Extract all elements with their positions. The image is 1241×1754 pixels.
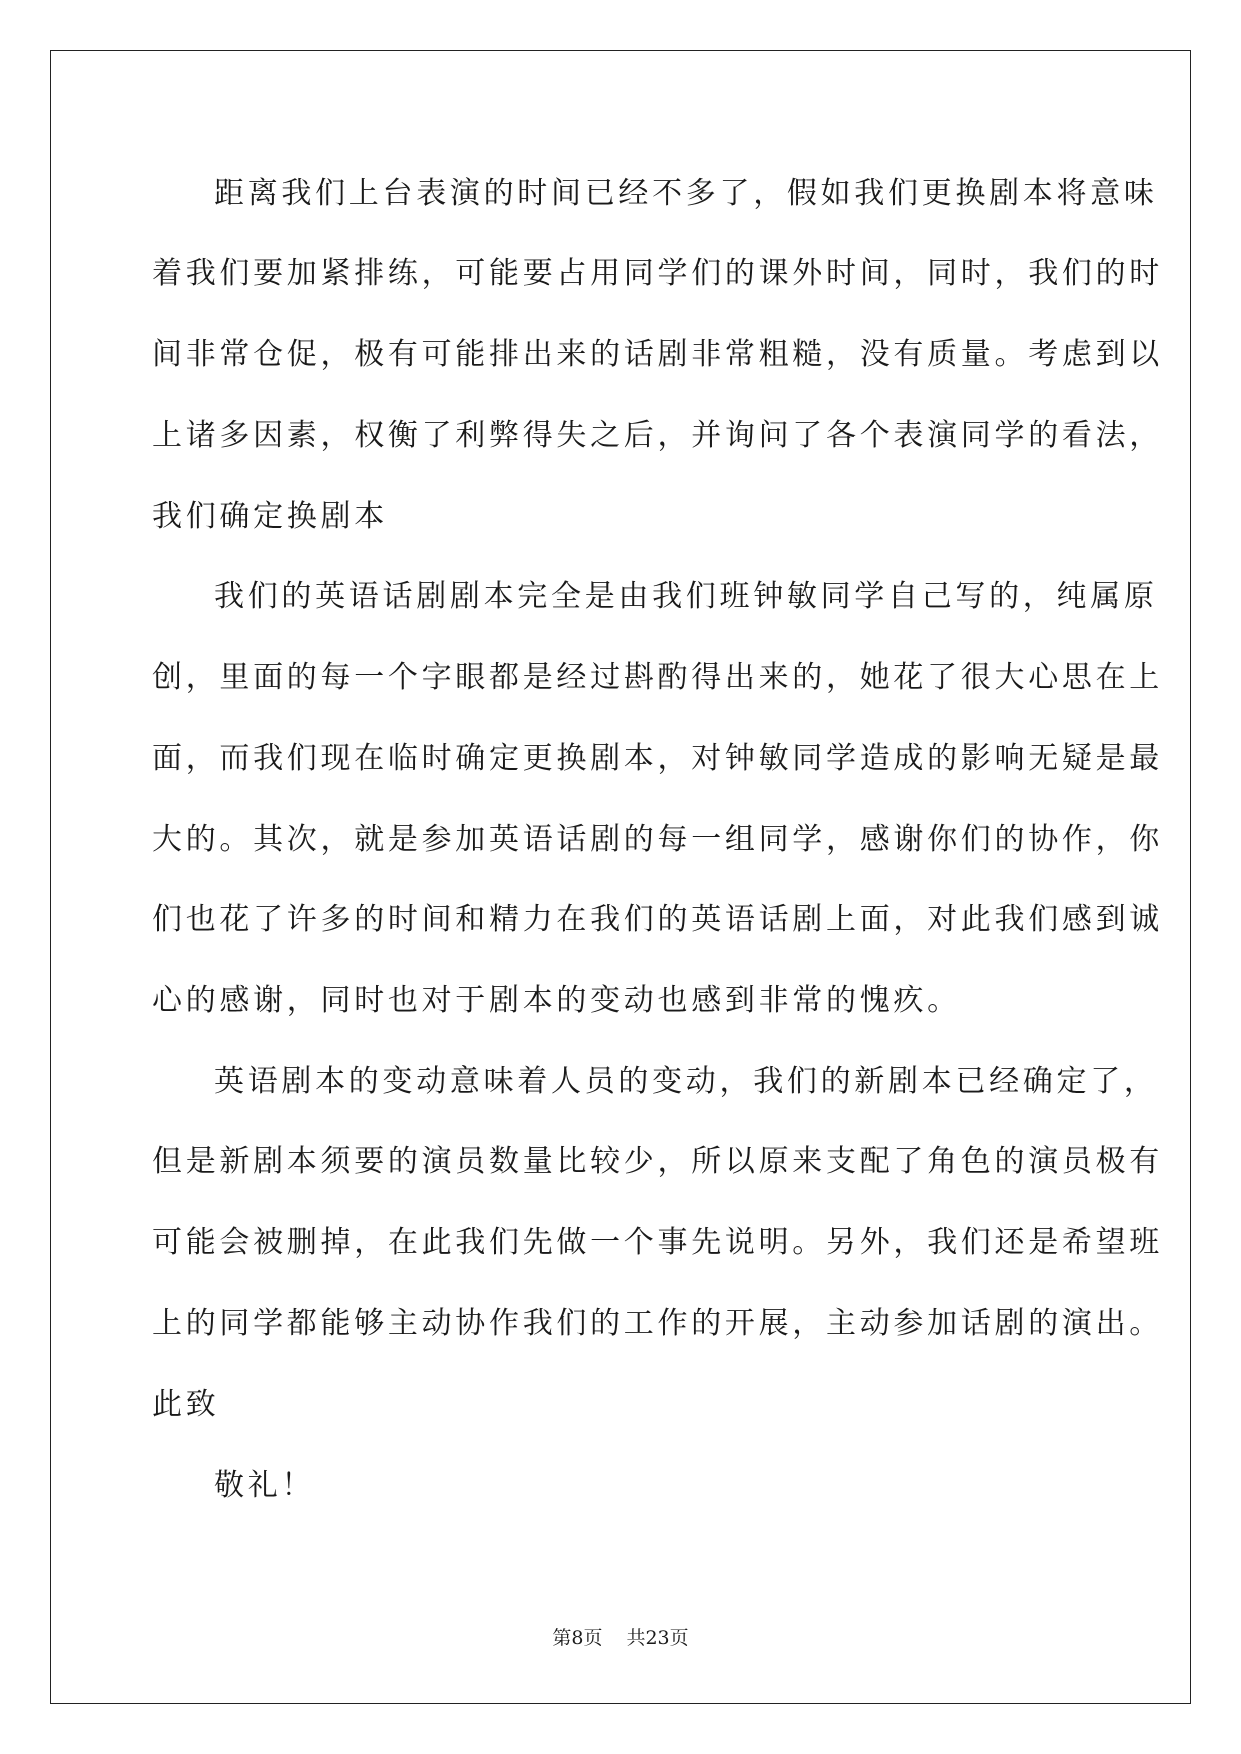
paragraph-2-line-5: 们也花了许多的时间和精力在我们的英语话剧上面，对此我们感到诚 [152,902,1163,937]
paragraph-1-line-2: 着我们要加紧排练，可能要占用同学们的课外时间，同时，我们的时 [152,256,1163,291]
paragraph-3-line-1: 英语剧本的变动意味着人员的变动，我们的新剧本已经确定了， [214,1064,1158,1099]
paragraph-3-line-4: 上的同学都能够主动协作我们的工作的开展，主动参加话剧的演出。 [152,1306,1163,1341]
page-border [50,50,1191,1704]
closing-regards: 敬礼！ [214,1468,316,1503]
current-page-number: 第8页 [552,1627,603,1649]
paragraph-2-line-1: 我们的英语话剧剧本完全是由我们班钟敏同学自己写的，纯属原 [214,579,1158,614]
paragraph-1-line-1: 距离我们上台表演的时间已经不多了，假如我们更换剧本将意味 [214,176,1158,211]
paragraph-2-line-4: 大的。其次，就是参加英语话剧的每一组同学，感谢你们的协作，你 [152,822,1163,857]
paragraph-2-line-3: 面，而我们现在临时确定更换剧本，对钟敏同学造成的影响无疑是最 [152,741,1163,776]
paragraph-3-line-2: 但是新剧本须要的演员数量比较少，所以原来支配了角色的演员极有 [152,1144,1163,1179]
paragraph-2-line-2: 创，里面的每一个字眼都是经过斟酌得出来的，她花了很大心思在上 [152,660,1163,695]
paragraph-1-line-4: 上诸多因素，权衡了利弊得失之后，并询问了各个表演同学的看法， [152,418,1163,453]
page-footer [0,1626,1241,1650]
paragraph-1-line-3: 间非常仓促，极有可能排出来的话剧非常粗糙，没有质量。考虑到以 [152,337,1163,372]
paragraph-2-line-6: 心的感谢，同时也对于剧本的变动也感到非常的愧疚。 [152,983,961,1018]
total-page-count: 共23页 [626,1627,689,1649]
closing-salutation: 此致 [152,1387,220,1422]
paragraph-1-line-5: 我们确定换剧本 [152,499,388,534]
paragraph-3-line-3: 可能会被删掉，在此我们先做一个事先说明。另外，我们还是希望班 [152,1225,1163,1260]
